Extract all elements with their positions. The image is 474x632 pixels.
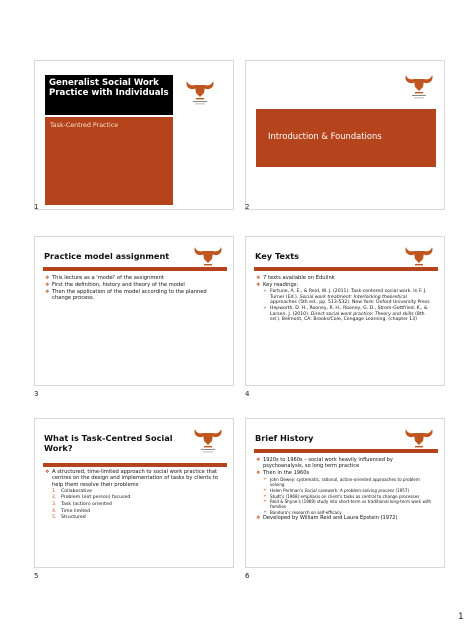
numbered-item: 3. Task (action) oriented [52,502,223,508]
history-item: ➢ Bandura's research on self-efficacy [263,510,434,515]
reference-list [263,289,434,323]
history-item: ➢ Helen Perlman's Social casework: A problem-solving process (1957) [263,488,434,493]
page-number: 1 [458,612,464,622]
title-rule [254,449,438,453]
history-list [263,477,434,514]
title-rule [43,463,227,467]
slide-number: 5 [34,572,39,580]
history-item: ➢ John Dewey: systematic, rational, action-oriented approaches to problem solving [263,477,434,487]
bullet-list [45,275,223,302]
section-band [256,109,436,167]
slide-title: Practice model assignment [44,251,170,261]
bullet-list [256,457,434,522]
slide-3 [34,236,234,386]
title-rule [254,267,438,271]
list-item: ❖ Key readings: ➢ Fortune, A. E., & Reid, W. J. (2011). Task-centered social work. In F. J. Turner (Ed.), Social work treatment: Interlocking theoretical approaches (5th ed., pp. 513-532). New York: Oxford University Press ➢ Hepworth, D. H., Rooney, R. H., Rooney, G. D., Strom-Gottfried, K., & Larsen, J. (2010). Direct social work practice: Theory and skills (8th ed.). Belmont, CA: Brooks/Cole, Cengage Learning. (chapter 13) [256,282,434,323]
slide-number: 4 [245,390,250,398]
slide-number: 6 [245,572,250,580]
slide-2 [245,60,445,210]
list-item: ❖ Then in the 1960s ➢ John Dewey: systematic, rational, action-oriented approaches to problem solving ➢ Helen Perlman's Social casework: A problem-solving process (1957) ➢ Studt's (1968) emphasis on client's tasks as central to change processes ➢ Reid & Shyne's (1969) study into short-term vs traditional long-term work with families ➢ Bandura's research on self-efficacy [256,470,434,514]
bull-emblem-icon [402,71,436,101]
slide-title: Brief History [255,433,314,443]
list-item: ❖ Developed by William Reid and Laura Epstein (1972) [256,515,434,521]
list-item: ❖ 1920s to 1960s – social work heavily influenced by psychoanalysis, so long term practice [256,457,434,470]
slide-4 [245,236,445,386]
numbered-item: 1. Collaborative [52,489,223,495]
bull-emblem-icon [183,77,217,107]
bull-emblem-icon [191,425,225,455]
list-item: ❖ This lecture as a 'model' of the assignment [45,275,223,281]
slide-subtitle: Task-Centred Practice [50,122,119,129]
bullet-list [256,275,434,324]
slide-number: 3 [34,390,39,398]
bullet-list [45,469,223,522]
list-item: ❖ 7 texts available on Edulink [256,275,434,281]
reference-item: ➢ Fortune, A. E., & Reid, W. J. (2011). Task-centered social work. In F. J. Turner (Ed.), Social work treatment: Interlocking theoretical approaches (5th ed., pp. 513-532). New York: Oxford University Press [263,289,434,306]
history-item: ➢ Reid & Shyne's (1969) study into short-term vs traditional long-term work with families [263,499,434,509]
slide-number: 1 [34,203,39,211]
slide-title: Generalist Social Work Practice with Individuals [45,75,173,115]
title-band [45,117,173,205]
numbered-list [52,489,223,521]
numbered-item: 2. Problem (not person) focused [52,495,223,501]
slide-6 [245,418,445,568]
reference-item: ➢ Hepworth, D. H., Rooney, R. H., Rooney, G. D., Strom-Gottfried, K., & Larsen, J. (2010). Direct social work practice: Theory and skills (8th ed.). Belmont, CA: Brooks/Cole, Cengage Learning. (chapter 13) [263,306,434,323]
numbered-item: 5. Structured [52,515,223,521]
list-item: ❖ First the definition, history and theory of the model [45,282,223,288]
list-item: ❖ A structured, time-limited approach to social work practice that centres on the design and implementation of tasks by clients to help them resolve their problems 1. Collaborative 2. Problem (not person) focused 3. Task (action) oriented 4. Time limited 5. Structured [45,469,223,521]
slide-title: What is Task-Centred Social Work? [44,433,173,453]
slide-5 [34,418,234,568]
history-item: ➢ Studt's (1968) emphasis on client's tasks as central to change processes [263,494,434,499]
slide-1 [34,60,234,210]
title-rule [43,267,227,271]
numbered-item: 4. Time limited [52,509,223,515]
slide-title: Key Texts [255,251,300,261]
list-item: ❖ Then the application of the model according to the planned change process. [45,289,223,302]
section-title: Introduction & Foundations [268,131,382,141]
slide-number: 2 [245,203,250,211]
